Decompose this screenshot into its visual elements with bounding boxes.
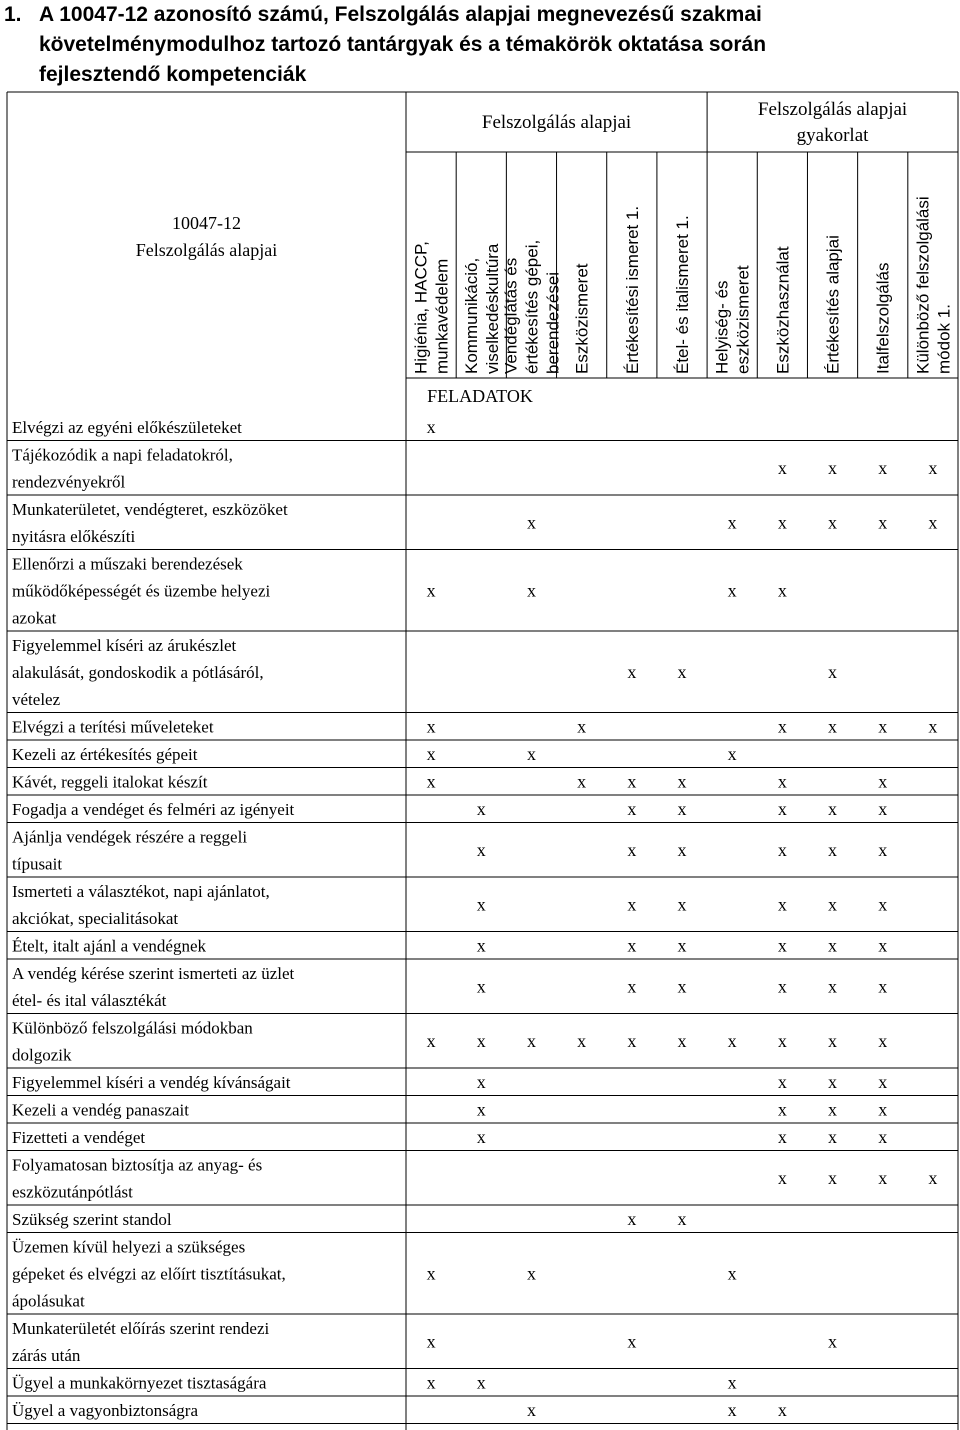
competency-mark: x xyxy=(526,580,536,601)
column-header-label: Helyiség- és xyxy=(712,280,732,374)
competency-mark: x xyxy=(828,798,838,819)
competency-mark: x xyxy=(878,771,888,792)
section-label-feladatok: FELADATOK xyxy=(427,386,533,406)
column-header-label: Kommunikáció, xyxy=(461,257,481,374)
competency-mark: x xyxy=(928,512,938,533)
group-label-practice: Felszolgálás alapjai xyxy=(757,99,908,120)
column-header-label: Étel- és italismeret 1. xyxy=(673,215,692,374)
column-header-label: eszközismeret xyxy=(733,265,753,374)
competency-mark: x xyxy=(777,935,787,956)
competency-mark: x xyxy=(878,798,888,819)
competency-mark: x xyxy=(476,1030,486,1051)
section-title-line: követelménymodulhoz tartozó tantárgyak és a témakörök oktatása során xyxy=(39,33,767,56)
competency-mark: x xyxy=(878,839,888,860)
task-label: Ismerteti a választékot, napi ajánlatot, xyxy=(12,882,270,901)
group-label-theory: Felszolgálás alapjai xyxy=(481,112,632,133)
competency-mark: x xyxy=(878,512,888,533)
task-label: gépeket és elvégzi az előírt tisztításukat, xyxy=(12,1264,286,1284)
competency-mark: x xyxy=(777,457,787,478)
competency-mark: x xyxy=(426,771,436,792)
task-label: azokat xyxy=(12,608,57,628)
column-header-label: viselkedéskultúra xyxy=(482,243,502,374)
competency-mark: x xyxy=(777,1099,787,1120)
task-label: rendezvényekről xyxy=(12,472,126,492)
competency-mark: x xyxy=(828,1030,838,1051)
competency-mark: x xyxy=(677,661,687,682)
column-header-label: munkavédelem xyxy=(432,258,452,374)
module-name: Felszolgálás alapjai xyxy=(135,240,278,260)
competency-mark: x xyxy=(577,771,587,792)
competency-mark: x xyxy=(677,1030,687,1051)
task-label: alakulását, gondoskodik a pótlásáról, xyxy=(12,663,264,682)
competency-mark: x xyxy=(828,1099,838,1120)
competency-mark: x xyxy=(476,976,486,997)
task-label: Folyamatosan biztosítja az anyag- és xyxy=(12,1155,263,1175)
competency-mark: x xyxy=(727,1030,737,1051)
competency-mark: x xyxy=(828,976,838,997)
competency-mark: x xyxy=(426,580,436,601)
competency-mark: x xyxy=(627,1208,637,1229)
competency-mark: x xyxy=(928,457,938,478)
competency-mark: x xyxy=(878,894,888,915)
task-label: Különböző felszolgálási módokban xyxy=(12,1018,253,1038)
competency-mark: x xyxy=(627,894,637,915)
competency-mark: x xyxy=(777,976,787,997)
competency-mark: x xyxy=(878,935,888,956)
competency-mark: x xyxy=(878,716,888,737)
competency-mark: x xyxy=(727,512,737,533)
task-label: Figyelemmel kíséri a vendég kívánságait xyxy=(12,1073,291,1092)
competency-mark: x xyxy=(828,935,838,956)
task-label: Ellenőrzi a műszaki berendezések xyxy=(12,554,243,574)
competency-mark: x xyxy=(526,512,536,533)
task-label: Ügyel a munkakörnyezet tisztaságára xyxy=(12,1373,267,1393)
task-label: Munkaterületet, vendégteret, eszközöket xyxy=(12,500,288,519)
competency-mark: x xyxy=(627,976,637,997)
task-label: Fizetteti a vendéget xyxy=(12,1128,146,1147)
competency-mark: x xyxy=(426,1263,436,1284)
competency-mark: x xyxy=(828,1167,838,1188)
competency-mark: x xyxy=(777,1071,787,1092)
competency-mark: x xyxy=(828,716,838,737)
competency-mark: x xyxy=(777,798,787,819)
competency-mark: x xyxy=(476,894,486,915)
column-header-label: Vendéglátás és xyxy=(501,257,521,374)
competency-mark: x xyxy=(727,580,737,601)
competency-mark: x xyxy=(878,1126,888,1147)
column-header-label: Eszközhasználat xyxy=(773,246,793,374)
competency-mark: x xyxy=(426,1030,436,1051)
task-label: Ügyel a vagyonbiztonságra xyxy=(12,1401,198,1420)
task-label: Elvégzi az egyéni előkészületeket xyxy=(12,418,242,437)
competency-mark: x xyxy=(928,716,938,737)
competency-mark: x xyxy=(677,1208,687,1229)
competency-mark: x xyxy=(828,1331,838,1352)
competency-mark: x xyxy=(426,716,436,737)
competency-mark: x xyxy=(777,839,787,860)
competency-mark: x xyxy=(476,935,486,956)
column-header-label: értékesítés gépei, xyxy=(522,239,542,374)
column-header-label: Értékesítési ismeret 1. xyxy=(622,205,642,374)
competency-mark: x xyxy=(426,416,436,437)
task-label: Ételt, italt ajánl a vendégnek xyxy=(12,936,207,956)
competency-mark: x xyxy=(777,716,787,737)
task-label: Figyelemmel kíséri az árukészlet xyxy=(12,636,237,655)
competency-mark: x xyxy=(476,1126,486,1147)
task-label: ápolásukat xyxy=(12,1291,85,1311)
competency-mark: x xyxy=(577,716,587,737)
competency-mark: x xyxy=(577,1030,587,1051)
competency-mark: x xyxy=(828,512,838,533)
competency-mark: x xyxy=(828,1126,838,1147)
task-label: étel- és ital választékát xyxy=(12,991,167,1010)
competency-mark: x xyxy=(878,1030,888,1051)
competency-mark: x xyxy=(677,839,687,860)
column-header-label: Italfelszolgálás xyxy=(873,262,893,374)
competency-mark: x xyxy=(828,1071,838,1092)
competency-mark: x xyxy=(476,1372,486,1393)
competency-mark: x xyxy=(526,743,536,764)
competency-mark: x xyxy=(677,894,687,915)
task-label: típusait xyxy=(12,854,63,874)
competency-mark: x xyxy=(426,1372,436,1393)
competency-mark: x xyxy=(828,839,838,860)
task-label: Ajánlja vendégek részére a reggeli xyxy=(12,827,248,847)
competency-mark: x xyxy=(476,798,486,819)
task-label: A vendég kérése szerint ismerteti az üzlet xyxy=(12,964,295,983)
competency-mark: x xyxy=(828,894,838,915)
competency-mark: x xyxy=(476,839,486,860)
competency-mark: x xyxy=(627,1030,637,1051)
section-title-line: fejlesztendő kompetenciák xyxy=(39,63,307,86)
competency-mark: x xyxy=(476,1099,486,1120)
column-header-label: Különböző felszolgálási xyxy=(913,196,933,374)
competency-mark: x xyxy=(526,1263,536,1284)
task-label: Elvégzi a terítési műveleteket xyxy=(12,717,214,737)
task-label: működőképességét és üzembe helyezi xyxy=(12,581,271,601)
competency-mark: x xyxy=(727,1372,737,1393)
competency-mark: x xyxy=(878,1167,888,1188)
task-label: dolgozik xyxy=(12,1045,72,1065)
competency-mark: x xyxy=(777,580,787,601)
competency-mark: x xyxy=(426,743,436,764)
column-header-label: Értékesítés alapjai xyxy=(823,235,843,374)
task-label: Tájékozódik a napi feladatokról, xyxy=(12,445,233,465)
competency-mark: x xyxy=(627,839,637,860)
task-label: nyitásra előkészíti xyxy=(12,527,136,546)
competency-mark: x xyxy=(777,1030,787,1051)
competency-mark: x xyxy=(627,771,637,792)
competency-mark: x xyxy=(777,1126,787,1147)
competency-mark: x xyxy=(677,771,687,792)
task-label: Fogadja a vendéget és felméri az igényeit xyxy=(12,800,295,819)
competency-mark: x xyxy=(727,1263,737,1284)
competency-mark: x xyxy=(777,1399,787,1420)
competency-mark: x xyxy=(526,1399,536,1420)
competency-mark: x xyxy=(878,1071,888,1092)
section-title-line: A 10047-12 azonosító számú, Felszolgálás alapjai megnevezésű szakmai xyxy=(39,3,762,26)
competency-mark: x xyxy=(627,798,637,819)
competency-mark: x xyxy=(677,798,687,819)
competency-mark: x xyxy=(777,894,787,915)
competency-mark: x xyxy=(928,1167,938,1188)
competency-mark: x xyxy=(828,457,838,478)
task-label: Kávét, reggeli italokat készít xyxy=(12,772,208,792)
column-header-label: módok 1. xyxy=(934,304,954,374)
task-label: Szükség szerint standol xyxy=(12,1210,172,1229)
competency-mark: x xyxy=(476,1071,486,1092)
competency-mark: x xyxy=(878,976,888,997)
competency-mark: x xyxy=(627,935,637,956)
competency-mark: x xyxy=(526,1030,536,1051)
competency-mark: x xyxy=(677,935,687,956)
competency-mark: x xyxy=(777,1167,787,1188)
task-label: Üzemen kívül helyezi a szükséges xyxy=(12,1237,246,1257)
module-code: 10047-12 xyxy=(172,213,241,233)
group-label-practice-2: gyakorlat xyxy=(796,125,869,146)
competency-mark: x xyxy=(777,771,787,792)
task-label: Kezeli a vendég panaszait xyxy=(12,1100,189,1120)
competency-mark: x xyxy=(777,512,787,533)
column-header-label: Eszközismeret xyxy=(572,263,592,374)
competency-mark: x xyxy=(878,457,888,478)
competency-mark: x xyxy=(727,1399,737,1420)
column-header-label: Higiénia, HACCP, xyxy=(411,241,431,374)
competency-mark: x xyxy=(627,661,637,682)
task-label: zárás után xyxy=(12,1346,81,1365)
competency-mark: x xyxy=(727,743,737,764)
task-label: Munkaterületét előírás szerint rendezi xyxy=(12,1319,270,1338)
column-header-label: berendezései xyxy=(543,271,563,374)
task-label: Kezeli az értékesítés gépeit xyxy=(12,745,198,764)
section-number: 1. xyxy=(4,3,22,26)
task-label: eszközutánpótlást xyxy=(12,1182,133,1202)
competency-mark: x xyxy=(878,1099,888,1120)
competency-mark: x xyxy=(426,1331,436,1352)
competency-mark: x xyxy=(627,1331,637,1352)
competency-mark: x xyxy=(828,661,838,682)
task-label: vételez xyxy=(12,690,61,709)
competency-mark: x xyxy=(677,976,687,997)
task-label: akciókat, specialitásokat xyxy=(12,909,179,928)
